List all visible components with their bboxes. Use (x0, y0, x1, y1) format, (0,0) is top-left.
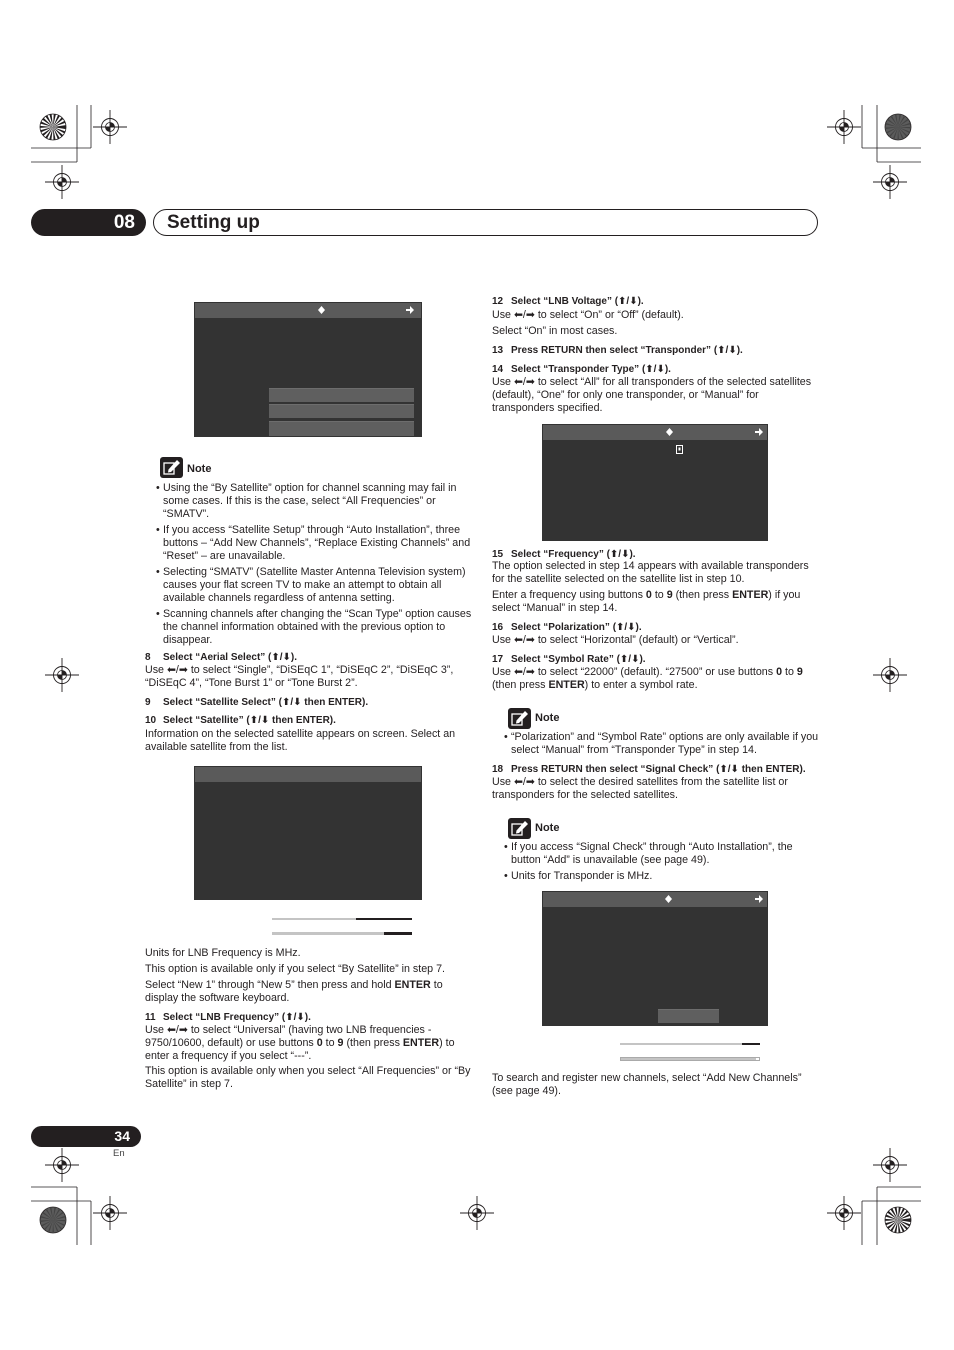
step-title: Press RETURN then select “Transponder” (⬆/⬇). (511, 345, 743, 356)
step-11-heading (145, 1011, 471, 1024)
up-down-arrow-icon (666, 428, 673, 436)
screen-title-bar (195, 303, 421, 318)
signal-level-bar (272, 918, 412, 920)
key-label: 9 (337, 1037, 344, 1049)
right-arrow-icon (755, 895, 763, 903)
note-item: • If you access “Signal Check” through “Auto Installation”, the button “Add” is unavailable (see page 49). (511, 841, 819, 867)
note-item: • Scanning channels after changing the “Scan Type” option causes the channel information obtained with the previous option to disappear. (163, 608, 473, 647)
text-run: (then press (343, 1037, 403, 1049)
note-pencil-icon (160, 457, 183, 478)
step-number: 8 (145, 652, 151, 663)
text-run: Enter a frequency using buttons (492, 589, 646, 601)
text-run: to (322, 1037, 338, 1049)
satellite-setup-screen (194, 302, 422, 437)
registration-mark (45, 165, 79, 199)
registration-mark (45, 1148, 79, 1182)
step-16-heading (492, 621, 819, 634)
antenna-icon (676, 445, 683, 454)
right-arrow-icon (406, 306, 414, 314)
screen-button (269, 404, 414, 418)
step-12-extra: Select “On” in most cases. (492, 325, 618, 337)
step-8-body: Use ⬅/➡ to select “Single”, “DiSEqC 1”, “DiSEqC 2”, “DiSEqC 3”, “DiSEqC 4”, “Tone Burst 1” or “Tone Burst 2”. (145, 664, 454, 689)
text-run: ) to enter a frequency if you select “---”. (145, 1037, 455, 1062)
step-17-body (492, 666, 819, 692)
step-15-enter-frequency (492, 589, 819, 615)
enter-key-label: ENTER (402, 1037, 440, 1049)
step-18-body: Use ⬅/➡ to select the desired satellites from the satellite list or transponders for the selected satellites. (492, 776, 788, 801)
step-number: 10 (145, 715, 157, 726)
step-12-heading (492, 295, 819, 308)
key-label: 0 (316, 1037, 323, 1049)
text-run: (then press (672, 589, 733, 601)
step-title: Select “Polarization” (⬆/⬇). (511, 622, 642, 633)
step-title: Select “Satellite Select” (⬆/⬇ then ENTER). (163, 697, 369, 708)
signal-quality-fill (621, 1058, 756, 1060)
step-title: Select “LNB Voltage” (⬆/⬇). (511, 296, 644, 307)
note-pencil-icon (508, 708, 531, 729)
text-run: Use ⬅/➡ to select “22000” (default). “27500” or use buttons (492, 666, 777, 678)
signal-level-fill (620, 1043, 742, 1045)
text-run: ) if you select “Manual” in step 14. (492, 589, 801, 614)
signal-quality-fill (272, 932, 384, 935)
registration-mark (45, 658, 79, 692)
note-item: • Selecting “SMATV” (Satellite Master Antenna Television system) causes your flat screen TV to make an attempt to obtain all available channels regardless of antenna setting. (163, 566, 473, 605)
step-14-heading (492, 363, 819, 376)
note-label: Note (187, 463, 212, 475)
step-10-body: Information on the selected satellite appears on screen. Select an available satellite from the list. (145, 728, 456, 753)
color-bar-mark (40, 1207, 66, 1233)
step-title: Select “Satellite” (⬆/⬇ then ENTER). (163, 715, 336, 726)
enter-key-label: ENTER (732, 589, 769, 601)
step-17-heading (492, 653, 819, 666)
registration-mark (873, 658, 907, 692)
text-run: (then press (492, 679, 549, 691)
up-down-arrow-icon (318, 306, 325, 314)
step-number: 14 (492, 364, 504, 375)
color-bar-mark (885, 114, 911, 140)
note-label: Note (535, 712, 560, 724)
key-label: 0 (776, 666, 783, 678)
step-number: 11 (145, 1012, 156, 1023)
signal-level-bar (620, 1043, 760, 1045)
note-item: • If you access “Satellite Setup” through “Auto Installation”, three buttons – “Add New Channels”, “Replace Existing Channels” and “Reset” – are unavailable. (163, 524, 473, 563)
step-18-heading (492, 763, 819, 776)
note-label: Note (535, 822, 560, 834)
step-number: 9 (145, 697, 151, 708)
step-number: 16 (492, 622, 504, 633)
step-15-body: The option selected in step 14 appears with available transponders for the satellite selected on the satellite list in step 10. (492, 560, 809, 585)
step-8-heading (145, 651, 471, 664)
note-item: • “Polarization” and “Symbol Rate” options are only available if you select “Manual” from “Transponder Type” in step 14. (511, 731, 819, 757)
page-number: 34 (31, 1126, 141, 1147)
signal-quality-bar (620, 1057, 760, 1061)
text-run: Select “New 1” through “New 5” then press and hold (145, 979, 395, 991)
note-pencil-icon (508, 818, 531, 839)
signal-check-screen (542, 891, 768, 1026)
step-13-heading (492, 344, 819, 357)
signal-quality-bar (272, 932, 412, 935)
screen-title-bar (543, 425, 767, 440)
note-list (163, 482, 473, 647)
registration-mark (827, 1196, 861, 1230)
lnb-units-text: Units for LNB Frequency is MHz. (145, 947, 301, 959)
text-run: to display the software keyboard. (145, 979, 443, 1004)
color-bar-mark (40, 114, 66, 140)
screen-title-bar (543, 892, 767, 907)
step-11-body (145, 1024, 471, 1063)
note-item: • Units for Transponder is MHz. (511, 870, 819, 883)
step-title: Select “Transponder Type” (⬆/⬇). (511, 364, 671, 375)
enter-key-label: ENTER (394, 979, 431, 991)
add-new-channels-text: To search and register new channels, select “Add New Channels” (see page 49). (492, 1072, 802, 1097)
step-14-body: Use ⬅/➡ to select “All” for all transponders of the selected satellites (default), “One” for only one transponder, or “Manual” for transponders specified. (492, 376, 812, 414)
signal-level-fill (272, 918, 356, 920)
text-run: to (651, 589, 667, 601)
text-run: Use ⬅/➡ to select “Universal” (having two LNB frequencies - 9750/10600, default) or use buttons (145, 1024, 432, 1049)
availability-note: This option is available only when you select “All Frequencies” or “By Satellite” in step 7. (145, 1065, 471, 1090)
step-number: 15 (492, 549, 504, 560)
text-run: to (782, 666, 797, 678)
step-10-heading (145, 714, 471, 727)
color-bar-mark (885, 1207, 911, 1233)
up-down-arrow-icon (665, 895, 672, 903)
step-number: 17 (492, 654, 504, 665)
step-12-body: Use ⬅/➡ to select “On” or “Off” (default). (492, 309, 684, 321)
step-title: Select “Symbol Rate” (⬆/⬇). (511, 654, 646, 665)
note-item: • Using the “By Satellite” option for channel scanning may fail in some cases. If this is the case, select “All Frequencies” or “SMATV”. (163, 482, 473, 521)
screen-button (269, 388, 414, 402)
by-satellite-only-text: This option is available only if you select “By Satellite” in step 7. (145, 963, 445, 975)
step-number: 13 (492, 345, 504, 356)
screen-title-bar (195, 767, 421, 782)
registration-mark (873, 165, 907, 199)
transponder-screen (542, 424, 768, 541)
key-label: 9 (666, 589, 673, 601)
step-title: Press RETURN then select “Signal Check” (⬆/⬇ then ENTER). (511, 764, 806, 775)
screen-button (658, 1009, 719, 1023)
step-number: 18 (492, 764, 504, 775)
right-arrow-icon (755, 428, 763, 436)
registration-mark (460, 1196, 494, 1230)
step-title: Select “LNB Frequency” (⬆/⬇). (163, 1012, 311, 1023)
registration-mark (873, 1148, 907, 1182)
note-list (511, 841, 819, 883)
registration-mark (827, 110, 861, 144)
key-label: 0 (645, 589, 652, 601)
key-label: 9 (796, 666, 803, 678)
registration-mark (93, 110, 127, 144)
text-run: ) to enter a symbol rate. (584, 679, 698, 691)
keyboard-instruction (145, 979, 471, 1005)
step-16-body: Use ⬅/➡ to select “Horizontal” (default) or “Vertical”. (492, 634, 739, 646)
step-number: 12 (492, 296, 504, 307)
screen-button (269, 421, 414, 436)
note-list (511, 731, 819, 757)
step-9-heading (145, 696, 471, 709)
chapter-number-badge: 08 (31, 209, 146, 236)
step-title: Select “Aerial Select” (⬆/⬇). (163, 652, 298, 663)
language-code: En (113, 1148, 125, 1159)
satellite-list-screen (194, 766, 422, 900)
enter-key-label: ENTER (548, 679, 585, 691)
registration-mark (93, 1196, 127, 1230)
step-title: Select “Frequency” (⬆/⬇). (511, 549, 636, 560)
chapter-title: Setting up (153, 209, 818, 236)
